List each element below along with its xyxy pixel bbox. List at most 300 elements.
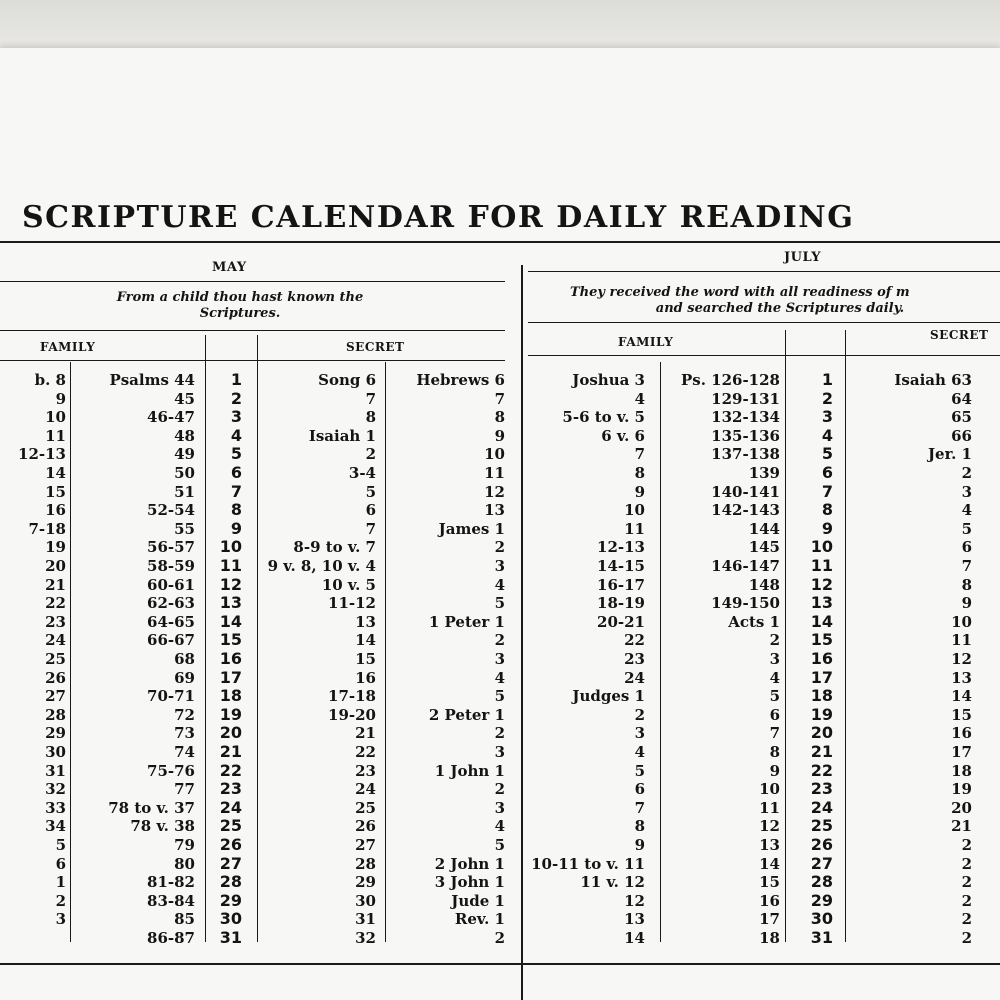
section-divider [521,265,523,1000]
may-secret-reading-a: 16 [355,668,376,687]
july-day-number: 31 [810,928,833,947]
july-verse-line-2: and searched the Scriptures daily. [655,301,905,316]
july-family-reading-a: 4 [634,743,645,761]
july-family-reading-a: 13 [624,910,645,929]
july-family-reading-a: 23 [624,650,645,668]
july-family-reading-b: 15 [759,873,780,892]
july-secret-reading-a: 5 [961,519,972,538]
may-secret-reading-a: 17-18 [328,687,376,706]
july-family-reading-a: 12 [624,891,645,910]
july-family-reading-b: 142-143 [711,501,780,520]
may-family-reading-a: 28 [45,705,66,724]
bottom-rule [0,963,1000,965]
may-secret-reading-a: 7 [365,389,376,408]
may-secret-reading-b: 2 [494,780,505,799]
may-family-reading-b: 52-54 [147,501,195,520]
may-secret-reading-b: 9 [494,426,505,445]
july-day-number: 5 [821,444,833,464]
may-family-header: FAMILY [40,340,96,354]
may-secret-reading-a: 6 [365,501,376,520]
july-family-reading-b: 129-131 [711,389,780,408]
july-secret-reading-a: 2 [961,836,972,854]
july-verse [560,285,1000,317]
july-family-reading-b: 17 [759,910,780,929]
july-day-number: 7 [821,481,833,501]
may-day-number: 20 [219,723,242,743]
may-family-reading-a: 1 [55,873,66,892]
may-secret-reading-b: 10 [484,445,505,464]
july-family-reading-b: 2 [769,631,780,650]
may-family-reading-b: 77 [174,780,195,799]
july-secret-reading-a: 65 [951,408,972,427]
july-family-reading-b: 9 [769,761,780,780]
may-family-reading-b: 45 [174,389,195,408]
may-day-number: 5 [230,444,242,464]
july-secret-reading-a: 18 [951,761,972,780]
may-family-reading-b: 78 v. 38 [130,817,195,836]
may-secret-reading-b: 8 [494,408,505,427]
july-family-reading-b: 16 [759,891,780,910]
july-secret-reading-a: 3 [961,482,972,501]
may-day-number: 21 [219,742,242,761]
july-secret-reading-a: 2 [961,464,972,482]
may-day-number: 8 [230,500,242,520]
july-secret-reading-a: Jer. 1 [927,445,972,464]
july-secret-reading-a: 21 [951,817,972,836]
july-family-reading-b: 140-141 [711,482,780,501]
may-family-reading-b: 51 [174,482,195,501]
july-family-reading-a: 11 [624,519,645,538]
july-day-number: 11 [810,556,833,575]
may-family-reading-a: 29 [45,724,66,743]
may-day-number: 10 [219,537,242,557]
july-day-number: 6 [821,463,833,482]
may-family-reading-a: 6 [55,854,66,873]
july-day-number: 10 [810,537,833,557]
may-secret-reading-b: 2 [494,929,505,947]
may-verse-line-1: From a child thou hast known the [116,290,364,305]
july-divider-1 [660,362,661,942]
may-family-reading-a: 7-18 [28,519,66,538]
july-verse-line-1: They received the word with all readiness of m [570,285,910,300]
may-secret-reading-a: 13 [355,612,376,631]
may-day-number: 28 [219,872,242,892]
may-day-number: 2 [230,388,242,408]
may-family-reading-b: 50 [174,464,195,482]
july-day-number: 29 [810,890,833,910]
july-family-reading-b: 149-150 [711,594,780,613]
july-secret-reading-a: 2 [961,910,972,929]
july-family-reading-a: 7 [634,798,645,817]
may-secret-reading-b: 3 [494,798,505,817]
july-family-reading-a: Judges 1 [572,687,645,706]
page-title: SCRIPTURE CALENDAR FOR DAILY READING [22,200,855,235]
may-day-number: 17 [219,667,242,687]
july-day-number: 27 [810,853,833,873]
july-family-reading-a: 8 [634,817,645,836]
may-day-number: 29 [219,890,242,910]
may-secret-reading-a: 9 v. 8, 10 v. 4 [267,557,376,575]
may-day-number: 4 [230,425,242,445]
may-day-number: 6 [230,463,242,482]
july-secret-reading-a: 6 [961,538,972,557]
may-day-number: 9 [230,518,242,538]
july-secret-reading-a: 13 [951,668,972,687]
may-verse-line-2: Scriptures. [199,306,281,321]
may-family-reading-a: 27 [45,687,66,706]
july-family-reading-a: 3 [634,724,645,743]
may-day-number: 24 [219,797,242,817]
may-family-reading-b: 66-67 [147,631,195,650]
july-family-reading-b: 14 [759,854,780,873]
july-family-reading-a: 16-17 [597,575,645,594]
may-family-reading-a: 20 [45,557,66,575]
may-family-reading-a: 25 [45,650,66,668]
july-family-reading-a: 5 [634,761,645,780]
may-family-reading-b: 81-82 [147,873,195,892]
may-family-reading-a: 34 [45,817,66,836]
may-family-reading-a: 10 [45,408,66,427]
may-secret-reading-b: 4 [494,575,505,594]
may-secret-reading-b: 3 John 1 [434,873,505,892]
july-day-number: 25 [810,816,833,836]
july-family-reading-b: 135-136 [711,426,780,445]
may-family-reading-a: 22 [45,594,66,613]
may-secret-reading-b: 7 [494,389,505,408]
may-family-reading-a: 19 [45,538,66,557]
july-secret-reading-a: 19 [951,780,972,799]
may-secret-reading-b: 3 [494,557,505,575]
may-secret-reading-a: 29 [355,873,376,892]
may-secret-reading-b: 2 John 1 [434,854,505,873]
may-secret-reading-a: 28 [355,854,376,873]
july-family-reading-b: 8 [769,743,780,761]
may-family-reading-b: 58-59 [147,557,195,575]
july-secret-reading-a: 4 [961,501,972,520]
july-day-number: 1 [821,370,833,389]
may-family-reading-b: 85 [174,910,195,929]
title-rule [0,241,1000,243]
may-family-reading-a: 2 [55,891,66,910]
may-secret-reading-a: 25 [355,798,376,817]
july-family-reading-b: 4 [769,668,780,687]
july-family-reading-a: 8 [634,464,645,482]
july-family-reading-a: 20-21 [597,612,645,631]
may-secret-reading-b: James 1 [438,519,505,538]
july-day-number: 23 [810,779,833,799]
may-family-reading-a: 14 [45,464,66,482]
july-secret-reading-a: 11 [951,631,972,650]
may-day-number: 26 [219,835,242,854]
may-family-reading-a: 33 [45,798,66,817]
may-day-number: 18 [219,686,242,706]
may-secret-reading-a: 5 [365,482,376,501]
may-family-reading-b: 72 [174,705,195,724]
july-day-number: 12 [810,574,833,594]
july-day-number: 16 [810,649,833,668]
july-family-reading-b: 137-138 [711,445,780,464]
may-secret-reading-b: 2 [494,538,505,557]
may-secret-reading-b: 5 [494,836,505,854]
july-family-reading-a: 11 v. 12 [580,873,645,892]
may-secret-reading-b: 2 Peter 1 [428,705,505,724]
july-day-number: 26 [810,835,833,854]
july-secret-reading-a: 20 [951,798,972,817]
may-secret-reading-b: 3 [494,743,505,761]
may-family-reading-a: 23 [45,612,66,631]
may-verse-rule [0,330,505,331]
july-family-reading-a: Joshua 3 [572,371,645,389]
july-family-reading-b: 11 [759,798,780,817]
may-day-number: 22 [219,760,242,780]
july-family-reading-a: 7 [634,445,645,464]
may-day-number: 31 [219,928,242,947]
may-day-number: 16 [219,649,242,668]
may-day-number: 30 [219,909,242,929]
may-day-number: 14 [219,611,242,631]
may-family-reading-b: 55 [174,519,195,538]
may-family-reading-b: 69 [174,668,195,687]
may-verse [40,290,440,322]
may-family-reading-b: 60-61 [147,575,195,594]
july-secret-reading-a: 16 [951,724,972,743]
july-day-number: 4 [821,425,833,445]
may-secret-reading-b: 3 [494,650,505,668]
july-day-number: 3 [821,407,833,427]
july-family-reading-b: Acts 1 [728,612,780,631]
july-family-reading-a: 9 [634,836,645,854]
july-family-reading-a: 10 [624,501,645,520]
july-family-reading-b: 139 [748,464,780,482]
july-secret-reading-a: 8 [961,575,972,594]
may-family-reading-a: 24 [45,631,66,650]
july-family-reading-a: 6 [634,780,645,799]
july-family-reading-a: 5-6 to v. 5 [562,408,645,427]
july-secret-reading-a: 2 [961,873,972,892]
may-family-reading-b: 68 [174,650,195,668]
may-family-reading-a: 26 [45,668,66,687]
may-secret-header: SECRET [346,340,405,354]
may-day-number: 1 [230,370,242,389]
may-family-reading-b: 70-71 [147,687,195,706]
july-family-reading-a: 12-13 [597,538,645,557]
july-day-number: 13 [810,593,833,613]
may-header-rule [0,360,505,361]
may-family-reading-b: 49 [174,445,195,464]
july-secret-reading-a: 66 [951,426,972,445]
july-family-reading-b: 12 [759,817,780,836]
may-family-reading-a: 9 [55,389,66,408]
may-secret-reading-a: 24 [355,780,376,799]
may-secret-reading-b: 13 [484,501,505,520]
may-family-reading-b: 86-87 [147,929,195,947]
july-day-number: 17 [810,667,833,687]
may-family-reading-b: 73 [174,724,195,743]
may-secret-reading-a: Song 6 [318,371,376,389]
may-secret-reading-b: 2 [494,631,505,650]
july-secret-reading-a: Isaiah 63 [894,371,972,389]
july-family-reading-b: 3 [769,650,780,668]
july-family-reading-b: 148 [748,575,780,594]
may-secret-reading-b: Rev. 1 [454,910,505,929]
july-family-reading-b: 18 [759,929,780,947]
july-day-number: 15 [810,630,833,650]
july-day-number: 21 [810,742,833,761]
july-secret-reading-a: 12 [951,650,972,668]
may-family-reading-a: 31 [45,761,66,780]
may-family-reading-a: 15 [45,482,66,501]
july-secret-reading-a: 2 [961,929,972,947]
may-secret-reading-b: 11 [484,464,505,482]
may-secret-reading-a: 27 [355,836,376,854]
may-day-number: 13 [219,593,242,613]
july-secret-reading-a: 14 [951,687,972,706]
july-day-number: 18 [810,686,833,706]
july-family-reading-b: 5 [769,687,780,706]
may-day-number: 25 [219,816,242,836]
july-secret-reading-a: 9 [961,594,972,613]
may-family-reading-a: 16 [45,501,66,520]
may-secret-reading-a: 26 [355,817,376,836]
july-family-reading-b: 146-147 [711,557,780,575]
may-family-reading-b: 79 [174,836,195,854]
may-family-reading-b: 74 [174,743,195,761]
may-secret-reading-a: 23 [355,761,376,780]
july-family-reading-a: 6 v. 6 [601,426,645,445]
may-family-reading-a: 21 [45,575,66,594]
july-heading-rule [528,271,1000,272]
may-secret-reading-a: 10 v. 5 [321,575,376,594]
july-day-number: 20 [810,723,833,743]
may-secret-reading-b: 1 John 1 [434,761,505,780]
may-secret-reading-a: 11-12 [328,594,376,613]
may-family-reading-b: 46-47 [147,408,195,427]
may-secret-reading-b: 2 [494,724,505,743]
july-family-reading-b: 7 [769,724,780,743]
may-day-number: 11 [219,556,242,575]
may-secret-reading-a: 3-4 [348,464,376,482]
may-family-reading-a: 11 [45,426,66,445]
july-family-reading-b: 145 [748,538,780,557]
may-secret-reading-a: 19-20 [328,705,376,724]
july-secret-reading-a: 15 [951,705,972,724]
may-secret-reading-a: 21 [355,724,376,743]
july-family-reading-a: 14 [624,929,645,947]
may-secret-reading-a: 30 [355,891,376,910]
may-month-heading: MAY [212,260,247,275]
july-day-number: 9 [821,518,833,538]
july-day-number: 30 [810,909,833,929]
july-family-reading-a: 2 [634,705,645,724]
may-secret-reading-a: 14 [355,631,376,650]
july-day-number: 8 [821,500,833,520]
may-family-reading-b: 64-65 [147,612,195,631]
july-divider-3 [845,330,846,942]
july-family-reading-a: 4 [634,389,645,408]
july-secret-reading-a: 10 [951,612,972,631]
may-family-reading-a: 32 [45,780,66,799]
july-divider-2 [785,330,786,942]
may-day-number: 23 [219,779,242,799]
may-family-reading-b: 75-76 [147,761,195,780]
july-family-reading-b: 132-134 [711,408,780,427]
july-family-reading-b: Ps. 126-128 [680,371,780,389]
july-day-number: 22 [810,760,833,780]
may-family-reading-b: 48 [174,426,195,445]
may-family-reading-a: 12-13 [18,445,66,464]
july-day-number: 24 [810,797,833,817]
july-header-rule [528,355,1000,356]
july-secret-reading-a: 64 [951,389,972,408]
may-day-number: 3 [230,407,242,427]
july-day-number: 14 [810,611,833,631]
may-heading-rule [0,281,505,282]
may-family-reading-b: 80 [174,854,195,873]
july-family-reading-b: 144 [748,519,780,538]
may-secret-reading-a: 7 [365,519,376,538]
may-family-reading-a: 3 [55,910,66,929]
may-secret-reading-a: 32 [355,929,376,947]
may-secret-reading-a: 8 [365,408,376,427]
july-month-heading: JULY [784,250,822,265]
may-family-reading-b: 62-63 [147,594,195,613]
may-secret-reading-b: Hebrews 6 [416,371,505,389]
july-family-reading-a: 22 [624,631,645,650]
july-family-reading-b: 10 [759,780,780,799]
july-family-reading-a: 14-15 [597,557,645,575]
may-family-reading-a: b. 8 [34,371,66,389]
may-secret-reading-a: 31 [355,910,376,929]
may-day-number: 7 [230,481,242,501]
may-secret-reading-b: 5 [494,687,505,706]
may-secret-reading-a: 15 [355,650,376,668]
july-family-header: FAMILY [618,335,674,349]
july-day-number: 19 [810,704,833,724]
may-secret-reading-a: Isaiah 1 [308,426,376,445]
may-secret-reading-a: 2 [365,445,376,464]
july-day-number: 28 [810,872,833,892]
july-secret-reading-a: 17 [951,743,972,761]
july-family-reading-a: 9 [634,482,645,501]
july-family-reading-a: 24 [624,668,645,687]
may-secret-reading-b: 4 [494,668,505,687]
july-family-reading-a: 18-19 [597,594,645,613]
may-day-number: 27 [219,853,242,873]
may-day-number: 19 [219,704,242,724]
may-family-reading-b: 83-84 [147,891,195,910]
may-secret-reading-a: 22 [355,743,376,761]
may-secret-reading-b: 4 [494,817,505,836]
july-family-reading-b: 13 [759,836,780,854]
july-secret-reading-a: 2 [961,891,972,910]
may-secret-reading-a: 8-9 to v. 7 [293,538,376,557]
may-family-reading-a: 30 [45,743,66,761]
may-divider-4 [385,362,386,942]
may-secret-reading-b: 5 [494,594,505,613]
july-day-number: 2 [821,388,833,408]
may-secret-reading-b: 12 [484,482,505,501]
july-secret-header: SECRET [930,328,989,342]
may-family-reading-b: Psalms 44 [109,371,195,389]
may-family-reading-b: 78 to v. 37 [108,798,195,817]
may-secret-reading-b: Jude 1 [451,891,505,910]
may-day-number: 15 [219,630,242,650]
may-family-reading-b: 56-57 [147,538,195,557]
july-secret-reading-a: 2 [961,854,972,873]
july-family-reading-a: 10-11 to v. 11 [531,854,645,873]
july-family-reading-b: 6 [769,705,780,724]
july-secret-reading-a: 7 [961,557,972,575]
